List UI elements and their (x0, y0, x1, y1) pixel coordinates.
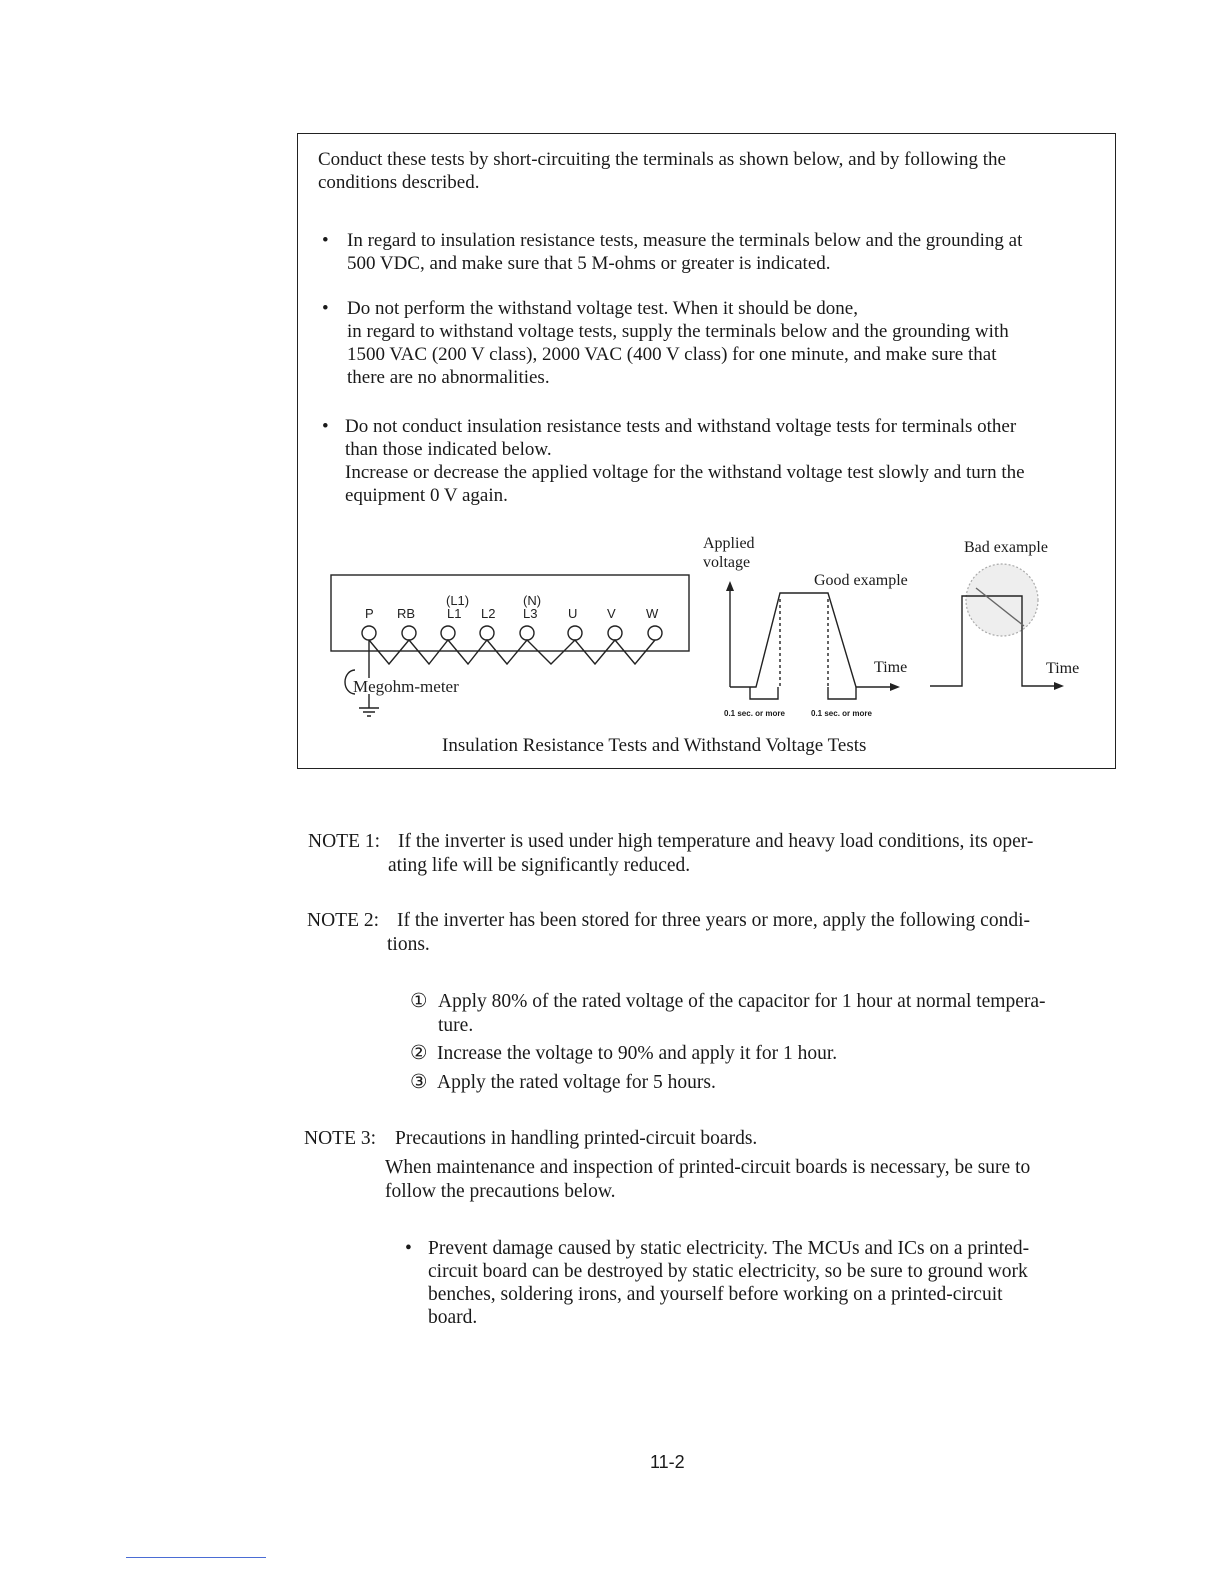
terminal-screw (402, 626, 416, 640)
terminal-screw (362, 626, 376, 640)
step-2-marker: ② (410, 1043, 428, 1064)
terminal-block (331, 575, 689, 651)
voltage-profile (730, 593, 856, 687)
terminal-label-l3: L3 (523, 606, 538, 621)
diagram-caption: Insulation Resistance Tests and Withstand Voltage Tests (442, 735, 867, 756)
good-example-waveform (720, 575, 920, 715)
terminal-label-l2: L2 (481, 606, 496, 621)
terminal-screw (568, 626, 582, 640)
note-2-text-cont: tions. (387, 934, 430, 955)
note-2-text: If the inverter has been stored for three years or more, apply the following condi- (397, 910, 1030, 931)
note-3-title: Precautions in handling printed-circuit boards. (395, 1128, 758, 1149)
time-arrow-icon (890, 683, 900, 691)
bullet-dot: • (322, 230, 329, 251)
applied-voltage-label: Applied voltage (703, 535, 755, 571)
short-circuit-wire (369, 640, 655, 664)
intro-paragraph: Conduct these tests by short-circuiting the terminals as shown below, and by following the conditions described. (318, 149, 1006, 193)
bullet-other-terminals: Do not conduct insulation resistance tests and withstand voltage tests for terminals other than those indicated below. Increase or decrease the applied voltage for the withstand voltage test slowly and turn the equipment 0 V again. (345, 416, 1025, 506)
note-1-heading: NOTE 1: (308, 831, 381, 852)
step-3-text: Apply the rated voltage for 5 hours. (437, 1072, 716, 1093)
bullet-withstand-test: Do not perform the withstand voltage test. When it should be done, in regard to withstand voltage tests, supply the terminals below and the grounding with 1500 VAC (200 V class), 2000 VAC (400 V class) for one minute, and make sure that there are no abnormalities. (347, 298, 1009, 388)
terminal-diagram (325, 570, 700, 720)
step-3-marker: ③ (410, 1072, 428, 1093)
terminal-label-v: V (607, 606, 616, 621)
note-1-text: If the inverter is used under high temperature and heavy load conditions, its oper- (398, 831, 1034, 852)
terminal-label-w: W (646, 606, 659, 621)
step-1-marker: ① (410, 991, 428, 1012)
interval-brackets (750, 687, 856, 699)
interval-label-1: 0.1 sec. or more (724, 709, 785, 718)
good-time-label: Time (874, 659, 908, 676)
bad-example-label: Bad example (964, 539, 1048, 556)
interval-label-2: 0.1 sec. or more (811, 709, 872, 718)
page-number: 11-2 (650, 1452, 685, 1472)
terminal-label-u: U (568, 606, 578, 621)
bad-time-label: Time (1046, 660, 1080, 677)
terminal-screw (520, 626, 534, 640)
terminal-screw (608, 626, 622, 640)
terminal-screw (441, 626, 455, 640)
prohibited-icon (966, 564, 1038, 636)
note-3-text: When maintenance and inspection of printed-circuit boards is necessary, be sure to follow the precautions below. (385, 1157, 1031, 1202)
terminal-label-n: (N) (523, 593, 542, 608)
note-1-text-cont: ating life will be significantly reduced. (388, 855, 691, 876)
step-1-text: Apply 80% of the rated voltage of the capacitor for 1 hour at normal tempera- ture. (438, 991, 1046, 1036)
bad-time-arrow-icon (1054, 682, 1064, 690)
bullet-dot: • (322, 416, 329, 437)
voltage-arrow-icon (726, 581, 734, 591)
terminal-screw (648, 626, 662, 640)
bullet-insulation-test: In regard to insulation resistance tests, measure the terminals below and the grounding at 500 VDC, and make sure that 5 M-ohms or greater is indicated. (347, 230, 1023, 274)
terminal-label-l1-alt: (L1) (446, 593, 470, 608)
terminal-screw (480, 626, 494, 640)
bullet-dot: • (322, 298, 329, 319)
bottom-rule (126, 1557, 266, 1558)
note-3-heading: NOTE 3: (304, 1128, 377, 1149)
note-2-heading: NOTE 2: (307, 910, 380, 931)
good-example-label: Good example (814, 572, 908, 589)
terminal-label-p: P (365, 606, 374, 621)
static-electricity-bullet: Prevent damage caused by static electricity. The MCUs and ICs on a printed- circuit board can be destroyed by static electricity, so be sure to ground work benches, soldering irons, and yourself before working on a printed-circuit board. (428, 1238, 1030, 1328)
terminal-label-l1: L1 (447, 606, 462, 621)
step-2-text: Increase the voltage to 90% and apply it for 1 hour. (437, 1043, 838, 1064)
bullet-dot: • (405, 1238, 412, 1259)
terminal-label-rb: RB (397, 606, 416, 621)
megohm-meter-label: Megohm-meter (353, 677, 459, 696)
